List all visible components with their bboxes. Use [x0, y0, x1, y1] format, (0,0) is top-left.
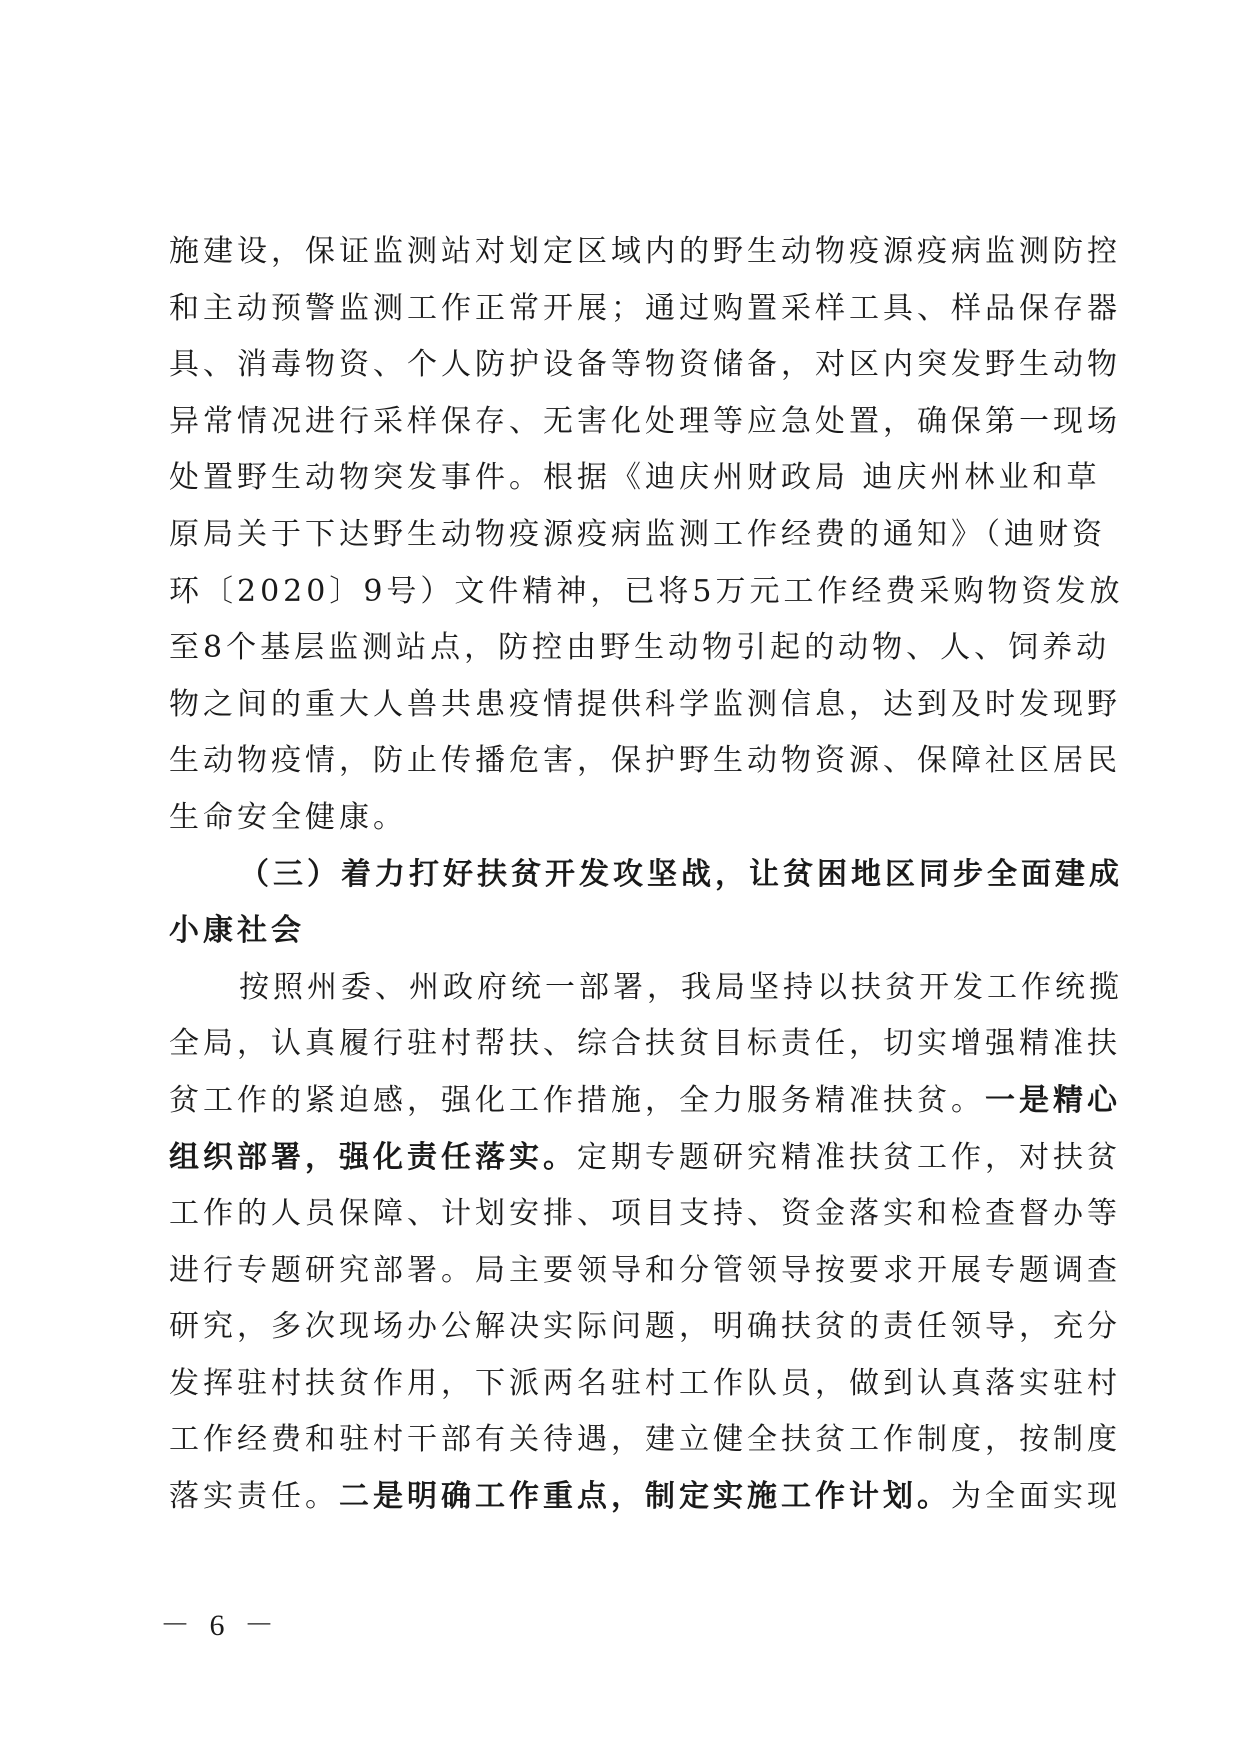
text-line	[169, 1130, 1121, 1187]
text-line: 生动物疫情，防止传播危害，保护野生动物资源、保障社区居民	[169, 743, 1121, 779]
text-line: 具、消毒物资、个人防护设备等物资储备，对区内突发野生动物	[169, 347, 1121, 383]
text-line: 按照州委、州政府统一部署，我局坚持以扶贫开发工作统揽	[239, 969, 1123, 1005]
text-line	[169, 1073, 1121, 1130]
body-text	[169, 224, 1124, 1526]
section-heading: （三）着力打好扶贫开发攻坚战，让贫困地区同步全面建成	[239, 856, 1123, 892]
text-line: 和主动预警监测工作正常开展；通过购置采样工具、样品保存器	[169, 290, 1121, 326]
text-line: 生命安全健康。	[169, 799, 407, 835]
text-line: 研究，多次现场办公解决实际问题，明确扶贫的责任领导，充分	[169, 1309, 1121, 1345]
text-line: 全局，认真履行驻村帮扶、综合扶贫目标责任，切实增强精准扶	[169, 1026, 1121, 1062]
text-line: 进行专题研究部署。局主要领导和分管领导按要求开展专题调查	[169, 1252, 1121, 1288]
text-run: 定期专题研究精准扶贫工作，对扶贫	[577, 1139, 1121, 1175]
text-run: 落实责任。	[169, 1479, 339, 1515]
text-line: 原局关于下达野生动物疫源疫病监测工作经费的通知》（迪财资	[169, 516, 1106, 552]
bold-run: 组织部署，强化责任落实。	[169, 1139, 577, 1175]
bold-run: 二是明确工作重点，制定实施工作计划。	[339, 1479, 951, 1515]
text-line: 工作经费和驻村干部有关待遇，建立健全扶贫工作制度，按制度	[169, 1422, 1121, 1458]
section-heading-continued: 小康社会	[169, 913, 305, 949]
text-line	[169, 1469, 1121, 1526]
text-line: 环〔2020〕9号）文件精神，已将5万元工作经费采购物资发放	[169, 573, 1124, 609]
text-line: 至8个基层监测站点，防控由野生动物引起的动物、人、饲养动	[169, 630, 1111, 666]
bold-run: 一是精心	[985, 1082, 1121, 1118]
text-line: 异常情况进行采样保存、无害化处理等应急处置，确保第一现场	[169, 403, 1121, 439]
text-line: 工作的人员保障、计划安排、项目支持、资金落实和检查督办等	[169, 1196, 1121, 1232]
text-line: 物之间的重大人兽共患疫情提供科学监测信息，达到及时发现野	[169, 686, 1121, 722]
text-run: 贫工作的紧迫感，强化工作措施，全力服务精准扶贫。	[169, 1082, 985, 1118]
page-number: － 6 －	[160, 1609, 280, 1642]
text-line: 施建设，保证监测站对划定区域内的野生动物疫源疫病监测防控	[169, 234, 1121, 269]
text-line: 发挥驻村扶贫作用，下派两名驻村工作队员，做到认真落实驻村	[169, 1365, 1121, 1401]
text-run: 为全面实现	[951, 1479, 1121, 1515]
text-line: 处置野生动物突发事件。根据《迪庆州财政局 迪庆州林业和草	[169, 460, 1101, 496]
